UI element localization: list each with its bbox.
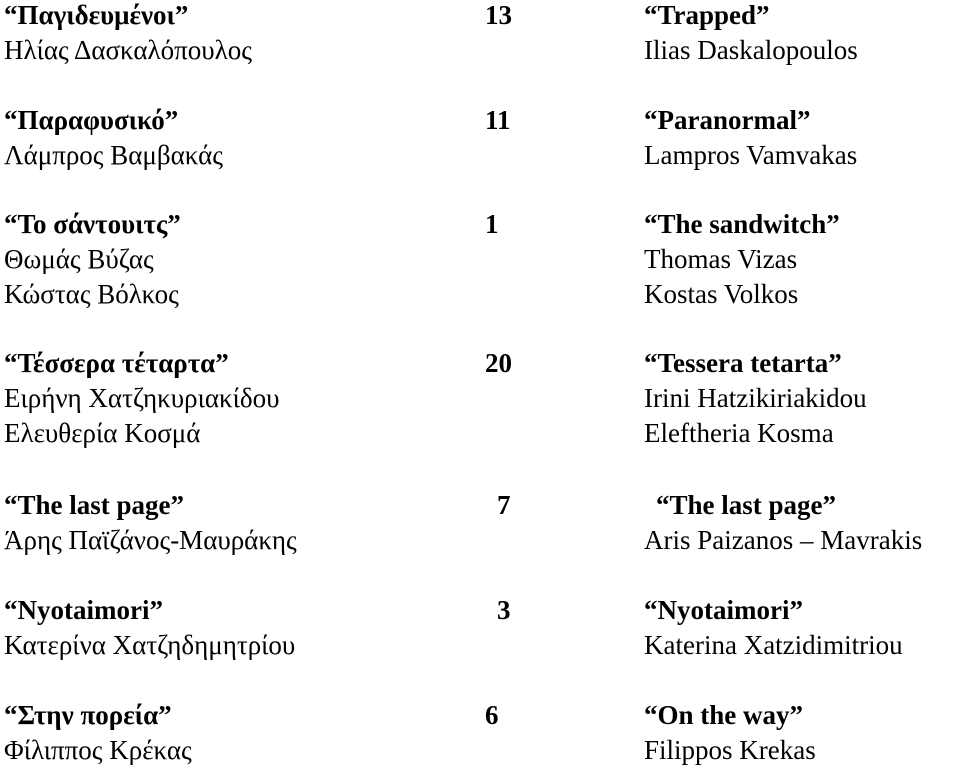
entry-title-greek: “Τέσσερα τέταρτα”	[4, 348, 229, 378]
entry-title-greek: “Παγιδευμένοι”	[4, 0, 189, 30]
author-greek: Ειρήνη Χατζηκυριακίδου	[4, 383, 280, 413]
entry-title-greek: “Στην πορεία”	[4, 700, 172, 730]
author-greek: Ηλίας Δασκαλόπουλος	[4, 35, 252, 65]
entry-title-english: “Nyotaimori”	[644, 595, 803, 625]
entry-title-english: “Trapped”	[644, 0, 770, 30]
entry-number: 1	[485, 209, 499, 239]
author-english: Irini Hatzikiriakidou	[644, 383, 867, 413]
entry-title-english: “The last page”	[656, 490, 837, 520]
author-greek: Άρης Παϊζάνος-Μαυράκης	[4, 525, 297, 555]
entry-number: 7	[497, 490, 511, 520]
author-english: Katerina Xatzidimitriou	[644, 630, 903, 660]
author-english: Lampros Vamvakas	[644, 140, 858, 170]
author-english: Aris Paizanos – Mavrakis	[644, 525, 923, 555]
author-greek: Θωμάς Βύζας	[4, 244, 154, 274]
entry-title-english: “The sandwitch”	[644, 209, 840, 239]
entry-number: 13	[485, 0, 512, 30]
author-greek: Ελευθερία Κοσμά	[4, 418, 201, 448]
author-english: Filippos Krekas	[644, 735, 816, 765]
entry-title-english: “Paranormal”	[644, 105, 811, 135]
entry-number: 6	[485, 700, 499, 730]
entry-title-english: “On the way”	[644, 700, 804, 730]
author-english: Eleftheria Kosma	[644, 418, 834, 448]
author-greek: Λάμπρος Βαμβακάς	[4, 140, 223, 170]
author-greek: Κώστας Βόλκος	[4, 279, 179, 309]
entry-title-greek: “Παραφυσικό”	[4, 105, 179, 135]
author-english: Ilias Daskalopoulos	[644, 35, 858, 65]
entry-number: 11	[485, 105, 511, 135]
entry-title-english: “Tessera tetarta”	[644, 348, 842, 378]
author-greek: Φίλιππος Κρέκας	[4, 735, 192, 765]
author-greek: Κατερίνα Χατζηδημητρίου	[4, 630, 296, 660]
author-english: Thomas Vizas	[644, 244, 798, 274]
author-english: Kostas Volkos	[644, 279, 799, 309]
entry-number: 3	[497, 595, 511, 625]
entry-title-greek: “The last page”	[4, 490, 185, 520]
entry-number: 20	[485, 348, 512, 378]
entry-title-greek: “Nyotaimori”	[4, 595, 163, 625]
entry-title-greek: “Το σάντουιτς”	[4, 209, 181, 239]
